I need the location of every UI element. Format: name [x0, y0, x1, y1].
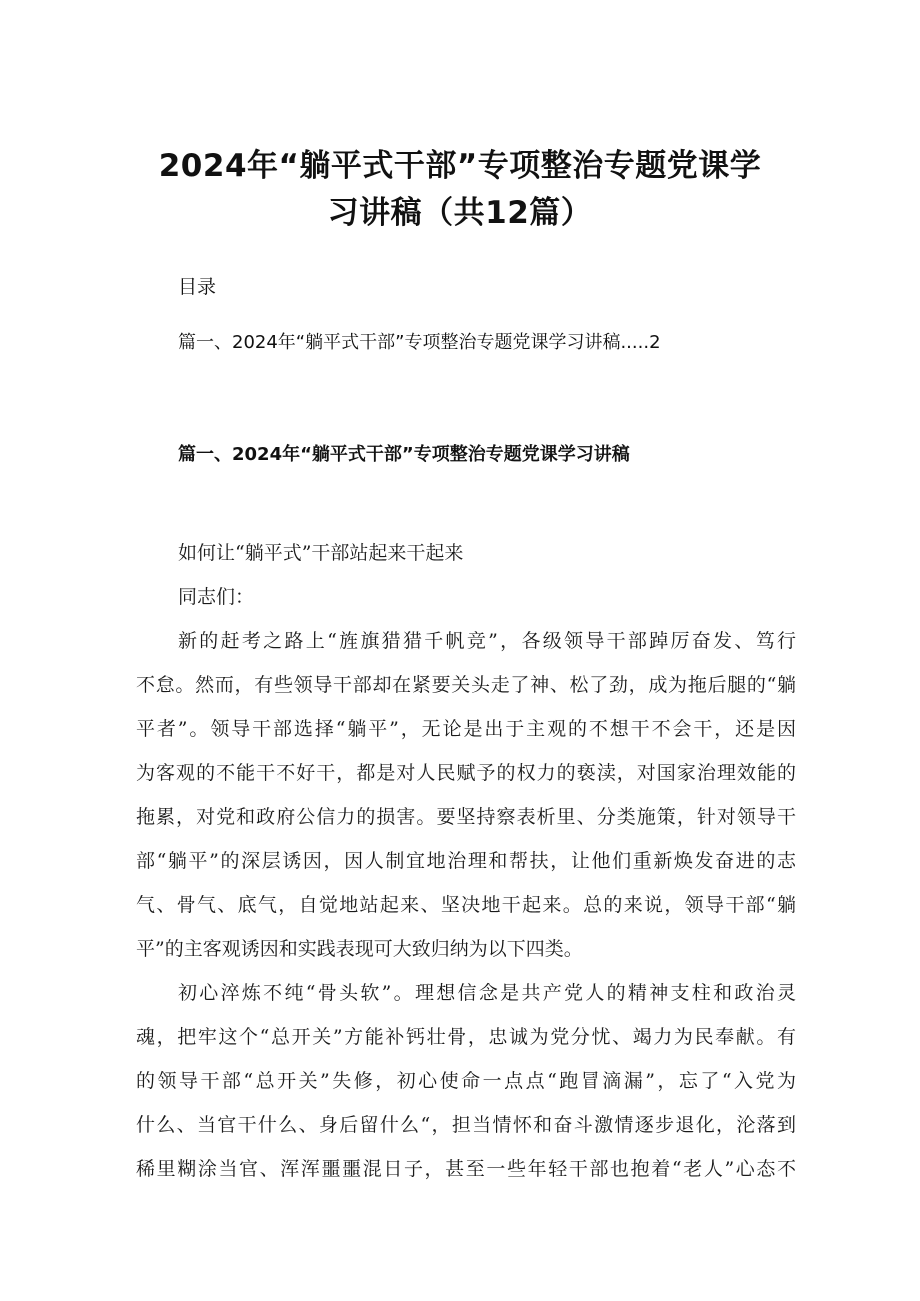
body-line: 稀里糊涂当官、浑浑噩噩混日子，甚至一些年轻干部也抱着“老人”心态不 [136, 1158, 796, 1180]
toc-heading: 目录 [178, 276, 217, 298]
body-line: 初心淬炼不纯“骨头软”。理想信念是共产党人的精神支柱和政治灵 [178, 982, 796, 1004]
body-line: 气、骨气、底气，自觉地站起来、坚决地干起来。总的来说，领导干部“躺 [136, 894, 796, 916]
body-line: 同志们： [178, 586, 255, 608]
body-line: 的领导干部“总开关”失修，初心使命一点点“跑冒滴漏”，忘了“入党为 [136, 1070, 796, 1092]
body-line: 平”的主客观诱因和实践表现可大致归纳为以下四类。 [136, 938, 583, 960]
document-title-line-1: 2024年“躺平式干部”专项整治专题党课学 [158, 148, 762, 184]
document-title-line-2: 习讲稿（共12篇） [327, 195, 593, 231]
body-line: 平者”。领导干部选择“躺平”，无论是出于主观的不想干不会干，还是因 [136, 718, 796, 740]
body-line: 如何让“躺平式”干部站起来干起来 [178, 542, 464, 564]
body-line: 不怠。然而，有些领导干部却在紧要关头走了神、松了劲，成为拖后腿的“躺 [136, 674, 796, 696]
body-line: 魂，把牢这个“总开关”方能补钙壮骨，忠诚为党分忧、竭力为民奉献。有 [136, 1026, 796, 1048]
body-line: 拖累，对党和政府公信力的损害。要坚持察表析里、分类施策，针对领导干 [136, 806, 796, 828]
body-line: 为客观的不能干不好干，都是对人民赋予的权力的亵渎，对国家治理效能的 [136, 762, 796, 784]
toc-entry[interactable]: 篇一、2024年“躺平式干部”专项整治专题党课学习讲稿.....2 [178, 332, 661, 353]
body-line: 新的赶考之路上“旌旗猎猎千帆竞”，各级领导干部踔厉奋发、笃行 [178, 630, 796, 652]
body-line: 部“躺平”的深层诱因，因人制宜地治理和帮扶，让他们重新焕发奋进的志 [136, 850, 796, 872]
body-line: 什么、当官干什么、身后留什么“，担当情怀和奋斗激情逐步退化，沦落到 [136, 1114, 796, 1136]
section-heading: 篇一、2024年“躺平式干部”专项整治专题党课学习讲稿 [178, 444, 630, 465]
